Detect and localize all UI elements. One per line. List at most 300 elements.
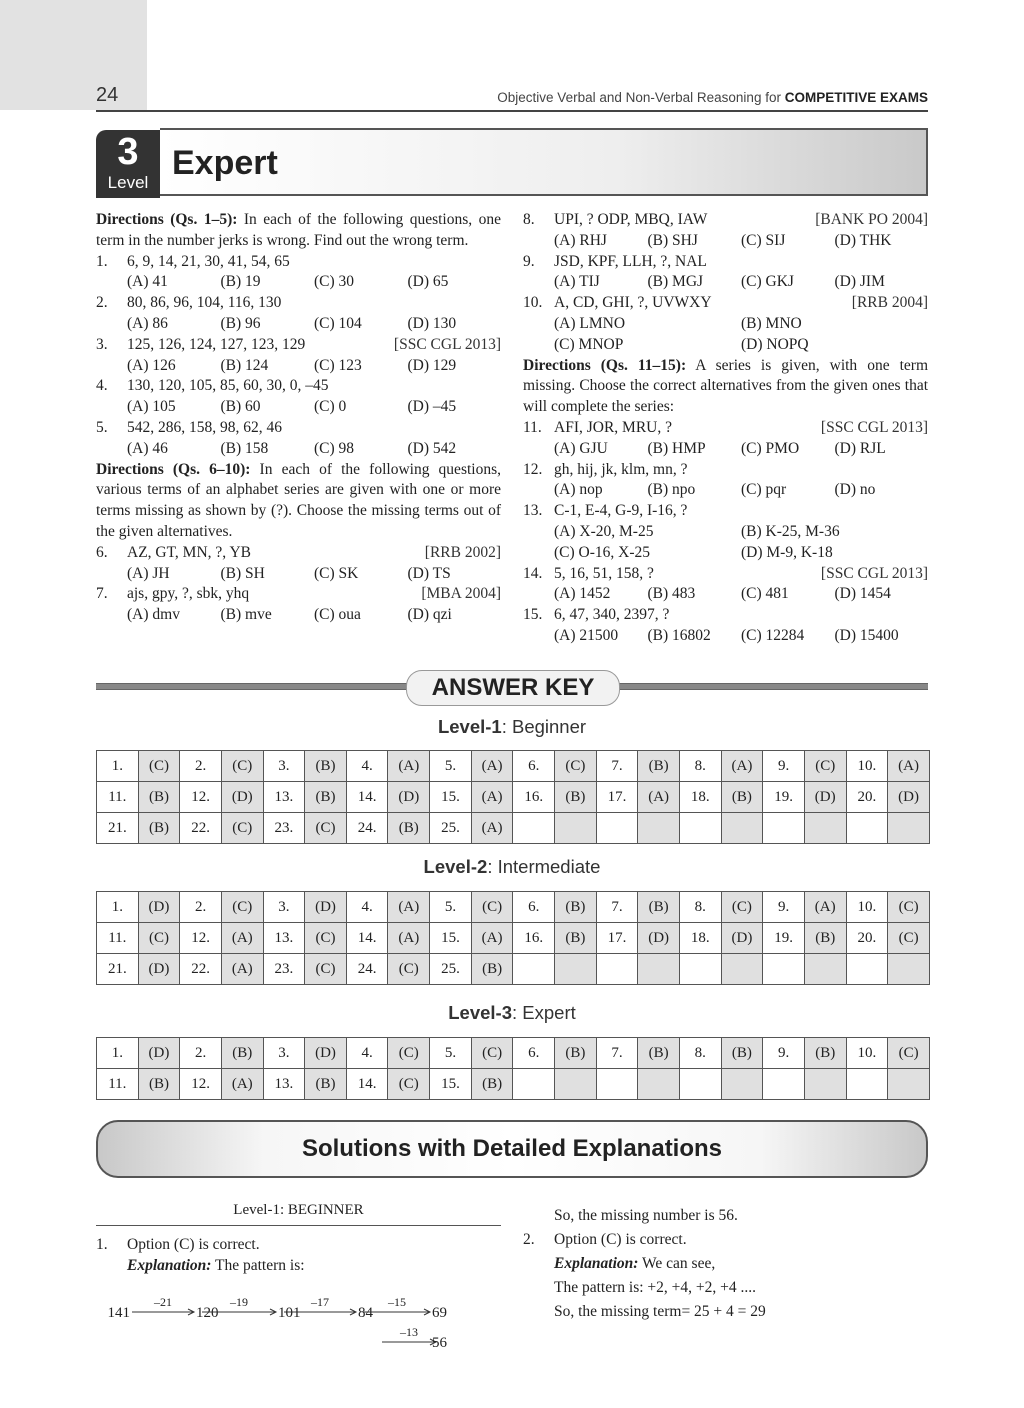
answer-value: (A) [471, 923, 513, 954]
question-text: gh, hij, jk, klm, mn, ? [554, 460, 688, 478]
answer-number: 3. [263, 892, 305, 923]
answer-value [721, 954, 763, 985]
options [96, 439, 501, 460]
question [96, 584, 501, 605]
directions-text: In each of the following questions, various terms of an alphabet series are given with one or more terms missing as shown by (?). Choose the missing terms out of the given alternatives. [96, 460, 501, 540]
answer-value: (D) [638, 923, 680, 954]
answer-number: 22. [180, 813, 222, 844]
option: (B) 16802 [647, 626, 711, 644]
option: (C) 481 [741, 585, 789, 603]
answer-value: (B) [804, 923, 846, 954]
solution-number: 1. [96, 1236, 108, 1253]
question [96, 335, 501, 356]
answer-value: (C) [138, 751, 180, 782]
option: (B) 124 [220, 356, 269, 374]
answer-number: 21. [97, 954, 139, 985]
answer-value [888, 1069, 930, 1100]
question-text: AZ, GT, MN, ?, YB [127, 543, 251, 561]
answer-number: 3. [263, 751, 305, 782]
explanation-text: We can see, [638, 1255, 716, 1272]
answer-key-row [97, 1038, 930, 1069]
question [96, 252, 501, 273]
question-tag: [SSC CGL 2013] [820, 564, 928, 582]
answer-number: 7. [596, 751, 638, 782]
option: (B) 60 [220, 398, 261, 416]
directions-3 [523, 356, 928, 418]
option: (C) MNOP [554, 335, 624, 353]
options [96, 314, 501, 335]
option: (D) THK [834, 231, 892, 249]
question-text: 80, 86, 96, 104, 116, 130 [127, 294, 282, 312]
answer-number: 15. [430, 923, 472, 954]
answer-number: 14. [346, 923, 388, 954]
question-number: 4. [96, 377, 108, 395]
option: (B) MNO [741, 314, 802, 332]
answer-key-row [97, 954, 930, 985]
answer-value [721, 1069, 763, 1100]
answer-number: 25. [430, 954, 472, 985]
solution-explanation [96, 1255, 501, 1276]
option: (D) RJL [834, 439, 886, 457]
option: (D) –45 [407, 398, 457, 416]
question-text: 542, 286, 158, 98, 62, 46 [127, 418, 282, 436]
sequence-diagram [96, 1278, 501, 1358]
question [523, 501, 928, 522]
sequence-term: 141 [107, 1305, 130, 1321]
answer-number: 11. [97, 923, 139, 954]
answer-value: (C) [305, 923, 347, 954]
answer-key-level-heading [96, 856, 928, 878]
answer-value: (C) [305, 813, 347, 844]
answer-number: 21. [97, 813, 139, 844]
left-question-column [96, 210, 501, 626]
question [523, 605, 928, 626]
option: (B) 483 [647, 585, 696, 603]
option: (B) 96 [220, 314, 261, 332]
question [96, 418, 501, 439]
solution-explanation [523, 1252, 928, 1276]
option: (B) SH [220, 564, 265, 582]
solution-conclusion: So, the missing number is 56. [554, 1207, 738, 1224]
answer-value: (A) [471, 751, 513, 782]
answer-value: (C) [138, 923, 180, 954]
question-number: 13. [523, 502, 543, 520]
answer-number: 10. [846, 751, 888, 782]
explanation-label: Explanation: [127, 1257, 212, 1274]
option: (A) X-20, M-25 [554, 522, 654, 540]
options [523, 439, 928, 460]
question-text: UPI, ? ODP, MBQ, IAW [554, 211, 708, 228]
sequence-term: 69 [432, 1305, 447, 1321]
level-heading-label: Level-3 [448, 1002, 512, 1023]
answer-value [804, 954, 846, 985]
answer-value: (D) [138, 892, 180, 923]
directions-label: Directions (Qs. 1–5): [96, 211, 238, 228]
answer-number: 11. [97, 1069, 139, 1100]
level-heading-sep: : [501, 716, 512, 737]
answer-number: 20. [846, 923, 888, 954]
question-tag: [BANK PO 2004] [815, 211, 928, 228]
option: (C) 123 [314, 356, 362, 374]
sequence-term: 56 [432, 1335, 447, 1351]
answer-key-row [97, 782, 930, 813]
level-heading-label: Level-2 [423, 856, 488, 877]
answer-number [679, 954, 721, 985]
question-text: 130, 120, 105, 85, 60, 30, 0, –45 [127, 377, 329, 395]
question [96, 376, 501, 397]
answer-number: 9. [763, 1038, 805, 1069]
answer-number: 12. [180, 1069, 222, 1100]
solutions-left-column [96, 1200, 501, 1364]
answer-number: 9. [763, 892, 805, 923]
answer-number [513, 813, 555, 844]
answer-number: 1. [97, 892, 139, 923]
answer-number: 13. [263, 923, 305, 954]
question-number: 6. [96, 543, 108, 561]
question-text: ajs, gpy, ?, sbk, yhq [127, 585, 250, 603]
option: (D) JIM [834, 273, 885, 291]
question [523, 460, 928, 481]
answer-number: 2. [180, 892, 222, 923]
question-text: JSD, KPF, LLH, ?, NAL [554, 252, 707, 270]
question-text: AFI, JOR, MRU, ? [554, 418, 672, 436]
directions-text: In each of the following questions, one term in the number jerks is wrong. Find out the wrong term. [96, 211, 501, 249]
option: (A) 41 [127, 273, 168, 291]
answer-number: 7. [596, 1038, 638, 1069]
option: (B) mve [220, 606, 272, 624]
answer-value: (B) [721, 1038, 763, 1069]
solutions-banner: Solutions with Detailed Explanations [96, 1120, 928, 1178]
option: (A) nop [554, 481, 603, 499]
options [96, 564, 501, 585]
solution-item [523, 1228, 928, 1252]
option: (A) dmv [127, 606, 180, 624]
answer-value: (B) [555, 923, 597, 954]
option: (D) M-9, K-18 [741, 543, 833, 561]
answer-number [679, 1069, 721, 1100]
answer-value: (B) [555, 1038, 597, 1069]
right-question-column [523, 210, 928, 647]
answer-value [638, 1069, 680, 1100]
answer-value: (C) [721, 892, 763, 923]
answer-number [846, 813, 888, 844]
answer-value: (B) [471, 1069, 513, 1100]
option: (A) RHJ [554, 231, 607, 249]
option: (A) TIJ [554, 273, 600, 291]
answer-value: (C) [471, 1038, 513, 1069]
options [523, 626, 928, 647]
answer-key-row [97, 892, 930, 923]
option: (C) PMO [741, 439, 800, 457]
question [523, 210, 928, 231]
sequence-term: 101 [278, 1305, 301, 1321]
directions-2 [96, 460, 501, 543]
answer-value: (C) [388, 1069, 430, 1100]
answer-number: 4. [346, 892, 388, 923]
options [523, 480, 928, 501]
answer-number [596, 954, 638, 985]
running-title: Objective Verbal and Non-Verbal Reasoning for [497, 90, 785, 105]
answer-value: (A) [804, 892, 846, 923]
option: (C) 104 [314, 314, 362, 332]
question-text: C-1, E-4, G-9, I-16, ? [554, 502, 688, 520]
answer-number: 14. [346, 782, 388, 813]
option: (A) LMNO [554, 314, 626, 332]
answer-value: (D) [138, 954, 180, 985]
answer-number: 16. [513, 923, 555, 954]
option: (D) 130 [407, 314, 457, 332]
option: (B) MGJ [647, 273, 704, 291]
answer-value: (B) [138, 1069, 180, 1100]
option: (A) 1452 [554, 585, 611, 603]
answer-value: (A) [471, 813, 513, 844]
level-heading-sep: : [512, 1002, 523, 1023]
question-number: 11. [523, 418, 542, 436]
answer-number: 19. [763, 782, 805, 813]
level-heading-name: Expert [522, 1002, 576, 1023]
question-tag: [SSC CGL 2013] [820, 418, 928, 436]
answer-value: (B) [138, 782, 180, 813]
question-text: 6, 47, 340, 2397, ? [554, 606, 670, 624]
option: (D) TS [407, 564, 451, 582]
answer-value: (D) [221, 782, 263, 813]
question-tag: [SSC CGL 2013] [393, 335, 501, 353]
option: (A) JH [127, 564, 170, 582]
answer-key-row [97, 751, 930, 782]
answer-number: 5. [430, 892, 472, 923]
running-title-bold: COMPETITIVE EXAMS [784, 90, 928, 105]
answer-value: (B) [388, 813, 430, 844]
answer-number: 19. [763, 923, 805, 954]
answer-number: 24. [346, 813, 388, 844]
options [523, 522, 928, 564]
question-number: 9. [523, 252, 535, 270]
option: (D) 65 [407, 273, 449, 291]
options [523, 584, 928, 605]
answer-number: 10. [846, 892, 888, 923]
level-heading-label: Level-1 [437, 716, 502, 737]
option: (C) 0 [314, 398, 347, 416]
answer-key-level-heading [96, 1002, 928, 1024]
options [96, 605, 501, 626]
option: (C) 30 [314, 273, 355, 291]
answer-value: (A) [388, 751, 430, 782]
option: (A) 86 [127, 314, 168, 332]
answer-number: 2. [180, 1038, 222, 1069]
level-heading-sep: : [487, 856, 498, 877]
question [96, 293, 501, 314]
level-title: Expert [172, 144, 278, 182]
option: (C) SIJ [741, 231, 786, 249]
option: (C) GKJ [741, 273, 794, 291]
question [96, 543, 501, 564]
answer-number: 14. [346, 1069, 388, 1100]
answer-value: (B) [138, 813, 180, 844]
question-number: 14. [523, 564, 543, 582]
question-tag: [RRB 2004] [851, 294, 928, 312]
solution-item [96, 1234, 501, 1255]
option: (C) pqr [741, 481, 787, 499]
options [523, 231, 928, 252]
answer-number [513, 954, 555, 985]
option: (A) 46 [127, 439, 168, 457]
answer-value: (D) [138, 1038, 180, 1069]
answer-number: 23. [263, 954, 305, 985]
question [523, 252, 928, 273]
answer-value [555, 954, 597, 985]
answer-number: 16. [513, 782, 555, 813]
answer-value: (B) [638, 751, 680, 782]
question [523, 564, 928, 585]
answer-number: 25. [430, 813, 472, 844]
answer-value: (B) [638, 892, 680, 923]
answer-number: 18. [679, 782, 721, 813]
solution-option: Option (C) is correct. [554, 1231, 687, 1248]
answer-number: 9. [763, 751, 805, 782]
answer-value: (B) [555, 782, 597, 813]
page-number: 24 [96, 84, 119, 106]
answer-number: 11. [97, 782, 139, 813]
answer-number: 4. [346, 1038, 388, 1069]
solution-number: 2. [523, 1231, 535, 1248]
option: (B) npo [647, 481, 696, 499]
answer-number: 1. [97, 1038, 139, 1069]
option: (B) SHJ [647, 231, 698, 249]
question-number: 10. [523, 294, 543, 312]
answer-value: (D) [305, 892, 347, 923]
answer-value: (C) [888, 892, 930, 923]
answer-value: (B) [471, 954, 513, 985]
answer-number [596, 813, 638, 844]
option: (D) 15400 [834, 626, 899, 644]
corner-shade [0, 0, 147, 110]
option: (C) oua [314, 606, 361, 624]
answer-key-header [96, 670, 928, 704]
answer-number: 5. [430, 751, 472, 782]
options [523, 272, 928, 293]
answer-value: (C) [888, 923, 930, 954]
header-rule [96, 110, 928, 112]
sequence-difference: –17 [311, 1295, 329, 1309]
answer-number [513, 1069, 555, 1100]
option: (C) 98 [314, 439, 355, 457]
option: (C) 12284 [741, 626, 805, 644]
answer-value: (A) [388, 923, 430, 954]
question-number: 12. [523, 460, 543, 478]
sequence-difference: –15 [388, 1295, 406, 1309]
option: (D) 542 [407, 439, 457, 457]
answer-value: (B) [804, 1038, 846, 1069]
answer-number: 8. [679, 1038, 721, 1069]
answer-value: (C) [221, 892, 263, 923]
answer-key-row [97, 923, 930, 954]
answer-number: 6. [513, 892, 555, 923]
answer-value: (B) [305, 751, 347, 782]
answer-value: (D) [804, 782, 846, 813]
option: (D) 129 [407, 356, 457, 374]
answer-number: 15. [430, 782, 472, 813]
answer-number [596, 1069, 638, 1100]
question-number: 5. [96, 418, 108, 436]
question [523, 293, 928, 314]
answer-value [555, 1069, 597, 1100]
options [96, 397, 501, 418]
option: (C) O-16, X-25 [554, 543, 650, 561]
answer-value [804, 813, 846, 844]
level-number: 3 [117, 131, 139, 173]
answer-number [846, 1069, 888, 1100]
answer-value: (C) [305, 954, 347, 985]
solutions-level-label: Level-1: BEGINNER [96, 1200, 501, 1226]
solution-missing-term: So, the missing term= 25 + 4 = 29 [554, 1303, 766, 1320]
answer-number [846, 954, 888, 985]
answer-value [555, 813, 597, 844]
answer-value: (B) [638, 1038, 680, 1069]
sequence-difference: –19 [230, 1295, 248, 1309]
answer-number: 4. [346, 751, 388, 782]
question-tag: [MBA 2004] [421, 585, 501, 603]
answer-value: (B) [305, 1069, 347, 1100]
level-badge [96, 130, 160, 198]
answer-value: (C) [388, 954, 430, 985]
running-header [497, 90, 928, 105]
answer-key-level-heading [96, 716, 928, 738]
answer-number: 15. [430, 1069, 472, 1100]
answer-value: (A) [888, 751, 930, 782]
answer-value: (C) [471, 892, 513, 923]
answer-value: (B) [221, 1038, 263, 1069]
sequence-difference: –13 [400, 1325, 418, 1339]
question-number: 2. [96, 294, 108, 312]
question-text: 5, 16, 51, 158, ? [554, 564, 654, 582]
answer-value: (A) [221, 954, 263, 985]
question [523, 418, 928, 439]
option: (D) no [834, 481, 876, 499]
question-number: 15. [523, 606, 543, 624]
question-number: 1. [96, 252, 108, 270]
answer-value [804, 1069, 846, 1100]
answer-number: 6. [513, 751, 555, 782]
question-text: 6, 9, 14, 21, 30, 41, 54, 65 [127, 252, 290, 270]
answer-value: (A) [221, 923, 263, 954]
answer-number: 17. [596, 782, 638, 813]
option: (B) 158 [220, 439, 269, 457]
answer-number: 2. [180, 751, 222, 782]
answer-value: (D) [721, 923, 763, 954]
answer-value: (C) [221, 813, 263, 844]
options [523, 314, 928, 356]
question-tag: [RRB 2002] [424, 543, 501, 561]
question-number: 7. [96, 585, 108, 603]
level-label: Level [107, 173, 149, 192]
answer-key-row [97, 813, 930, 844]
directions-label: Directions (Qs. 6–10): [96, 460, 251, 478]
answer-number: 10. [846, 1038, 888, 1069]
options [96, 356, 501, 377]
option: (A) 105 [127, 398, 176, 416]
answer-key-table [96, 750, 930, 844]
answer-value: (D) [388, 782, 430, 813]
directions-text: A series is given, with one term missing. Choose the correct alternatives from the given ones that will complete the series: [523, 356, 928, 416]
answer-value: (C) [804, 751, 846, 782]
solutions-right-column [523, 1204, 928, 1324]
answer-number: 5. [430, 1038, 472, 1069]
answer-number: 23. [263, 813, 305, 844]
directions-label: Directions (Qs. 11–15): [523, 356, 687, 374]
answer-number: 12. [180, 782, 222, 813]
level-title-bar [160, 128, 928, 196]
answer-number [763, 1069, 805, 1100]
